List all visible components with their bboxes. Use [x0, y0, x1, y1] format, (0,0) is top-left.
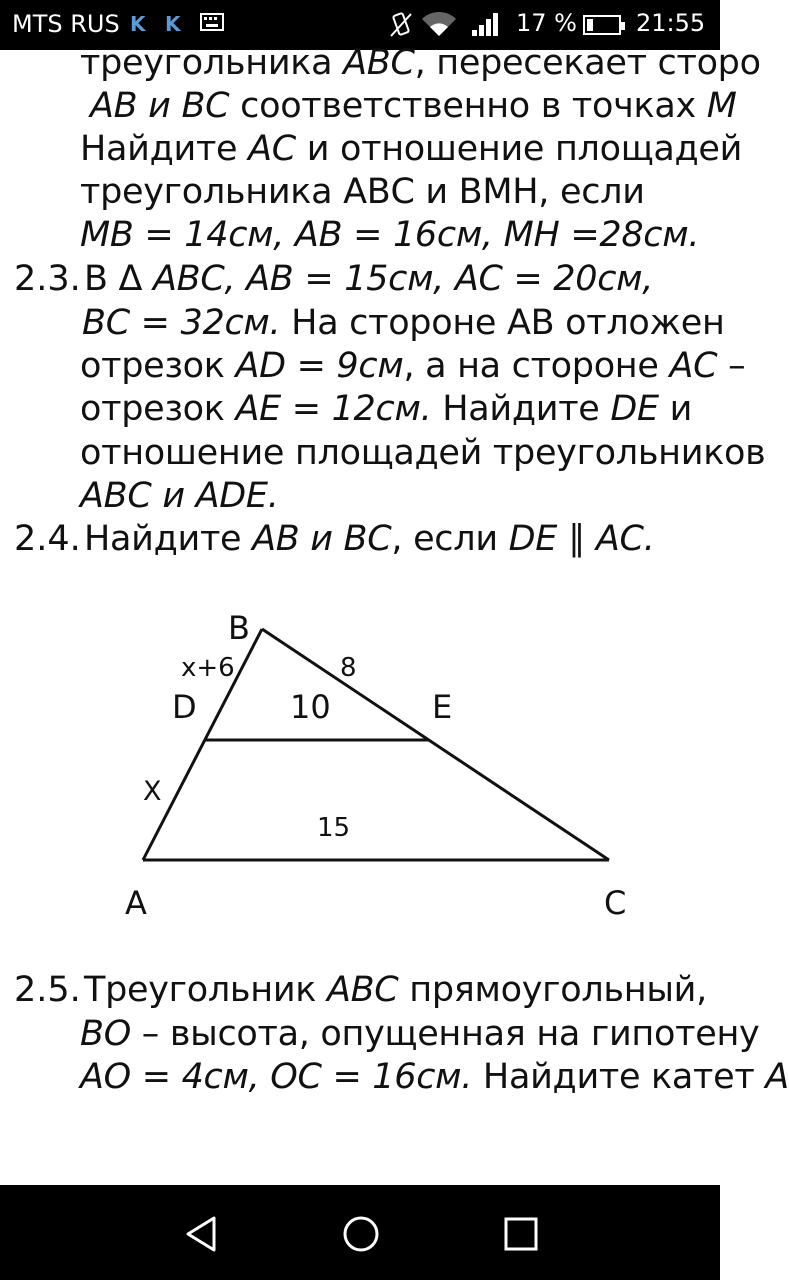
- text-line: Треугольник ABC прямоугольный,: [84, 970, 707, 1010]
- side-BC: [262, 629, 609, 860]
- problem-number: 2.3.: [14, 259, 81, 299]
- text-line: ABC и ADE.: [80, 476, 279, 516]
- home-button[interactable]: [339, 1212, 383, 1256]
- problem-number: 2.5.: [14, 970, 81, 1010]
- clock: 21:55: [636, 9, 706, 37]
- text-line: В Δ ABC, AB = 15см, AC = 20см,: [84, 259, 654, 299]
- navigation-bar: [0, 1185, 720, 1280]
- home-icon: [345, 1218, 377, 1250]
- text-line: BC = 32см. На стороне АВ отложен: [82, 303, 725, 343]
- label-B: B: [228, 609, 250, 647]
- recents-button[interactable]: [499, 1212, 543, 1256]
- back-icon: [188, 1218, 214, 1250]
- text-line: AB и BC соответственно в точках M: [90, 86, 737, 126]
- text-line: AO = 4см, OC = 16см. Найдите катет A: [80, 1057, 789, 1097]
- label-AC-length: 15: [317, 813, 351, 843]
- label-DE-length: 10: [290, 688, 331, 726]
- vk-notification-icon: K: [165, 12, 181, 36]
- carrier-name: MTS RUS: [12, 10, 120, 38]
- text-line: Найдите AB и BC, если DE ∥ AC.: [84, 519, 655, 559]
- recents-icon: [506, 1219, 536, 1249]
- text-line: треугольника АВС и ВМН, если: [80, 172, 645, 212]
- label-A: A: [125, 884, 147, 922]
- label-DA-length: X: [143, 776, 162, 807]
- text-line: Найдите AC и отношение площадей: [80, 129, 743, 169]
- text-line: отрезок AD = 9см, а на стороне AC –: [80, 346, 746, 386]
- battery-percent: 17 %: [516, 9, 577, 37]
- text-line: MB = 14см, AB = 16см, MH =28см.: [80, 215, 700, 255]
- text-line: BO – высота, опущенная на гипотену: [80, 1014, 760, 1054]
- text-line: отрезок AE = 12см. Найдите DE и: [80, 389, 693, 429]
- text-line: отношение площадей треугольников: [80, 433, 766, 473]
- triangle-figure: [0, 590, 720, 930]
- label-E: E: [432, 688, 453, 726]
- text-line: треугольника ABC, пересекает сторо: [80, 43, 761, 83]
- label-BD-length: x+6: [181, 653, 235, 683]
- label-C: C: [604, 884, 627, 922]
- back-button[interactable]: [180, 1212, 224, 1256]
- label-BE-length: 8: [340, 653, 357, 683]
- problem-number: 2.4.: [14, 519, 81, 559]
- vk-notification-icon: K: [130, 12, 146, 36]
- label-D: D: [172, 688, 197, 726]
